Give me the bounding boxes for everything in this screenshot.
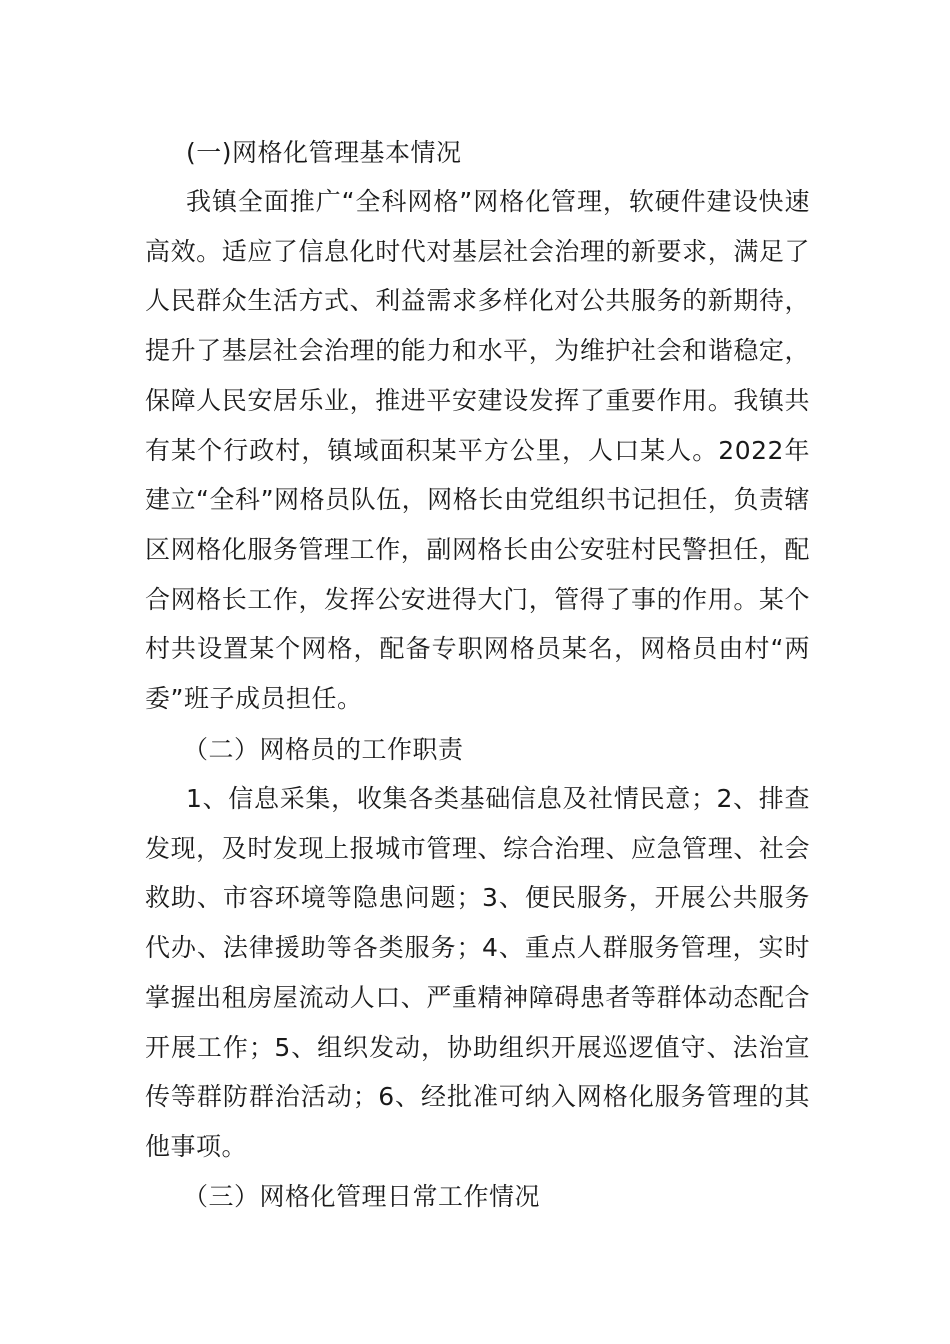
section-heading-2: （二）网格员的工作职责 xyxy=(183,735,464,764)
section-heading-3: （三）网格化管理日常工作情况 xyxy=(183,1182,541,1211)
paragraph-grid-management-overview: 我镇全面推广“全科网格”网格化管理，软硬件建设快速高效。适应了信息化时代对基层社会治理的新要求，满足了人民群众生活方式、利益需求多样化对公共服务的新期待，提升了基层社会治理的能力和水平，为维护社会和谐稳定，保障人民安居乐业，推进平安建设发挥了重要作用。我镇共有某个行政村，镇域面积某平方公里，人口某人。2022年建立“全科”网格员队伍，网格长由党组织书记担任，负责辖区网格化服务管理工作，副网格长由公安驻村民警担任，配合网格长工作，发挥公安进得大门，管得了事的作用。某个村共设置某个网格，配备专职网格员某名，网格员由村“两委”班子成员担任。 xyxy=(145,187,810,714)
section-heading-1: (一)网格化管理基本情况 xyxy=(186,138,462,167)
paragraph-grid-worker-duties: 1、信息采集，收集各类基础信息及社情民意；2、排查发现，及时发现上报城市管理、综合治理、应急管理、社会救助、市容环境等隐患问题；3、便民服务，开展公共服务代办、法律援助等各类服务；4、重点人群服务管理，实时掌握出租房屋流动人口、严重精神障碍患者等群体动态配合开展工作；5、组织发动，协助组织开展巡逻值守、法治宣传等群防群治活动；6、经批准可纳入网格化服务管理的其他事项。 xyxy=(145,784,810,1161)
